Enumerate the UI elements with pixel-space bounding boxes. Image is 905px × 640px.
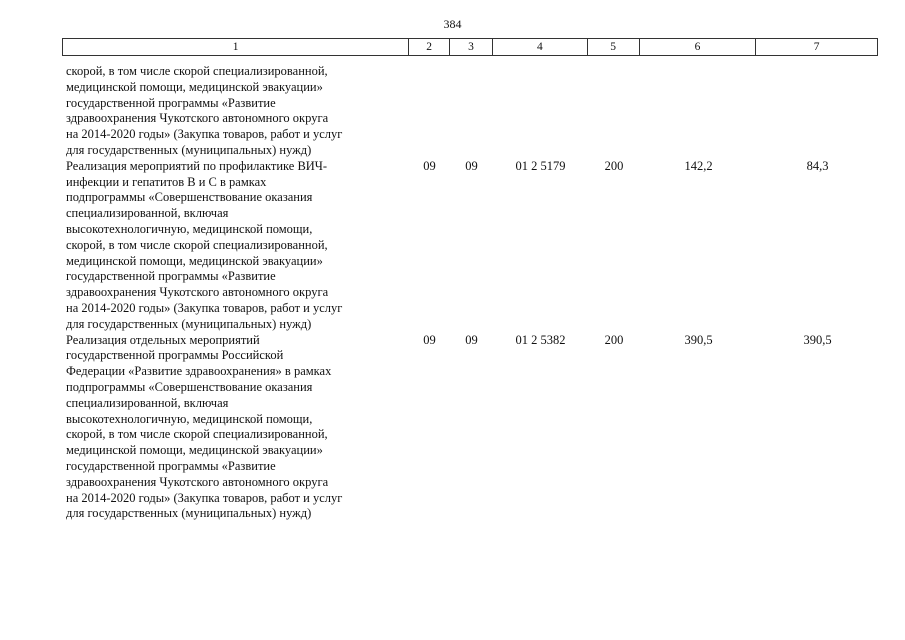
row-section: 09 <box>423 158 436 173</box>
header-col-6: 6 <box>640 39 757 55</box>
header-col-7: 7 <box>813 41 820 53</box>
header-col-2: 2 <box>409 39 450 55</box>
header-col-1: 1 <box>63 39 409 55</box>
table-header <box>62 38 878 56</box>
header-col-5: 5 <box>588 39 640 55</box>
row-subsection: 09 <box>465 332 478 347</box>
row-description: Реализация мероприятий по профилактике ВИЧ- инфекции и гепатитов B и C в рамках подпрограммы «Совершенствование оказания специализированной, включая высокотехнологичную, медицинской помощи, скорой, в том числе скорой специализированной, медицинской помощи, медицинской эвакуации» государственной программы «Развитие здравоохранения Чукотского автономного округа на 2014-2020 годы» (Закупка товаров, работ и услуг для государственных (муниципальных) нужд) <box>66 158 343 331</box>
row-amount-1: 142,2 <box>684 158 713 173</box>
row-description: Реализация отдельных мероприятий государственной программы Российской Федерации «Развитие здравоохранения» в рамках подпрограммы «Совершенствование оказания специализированной, включая высокотехнологичную, медицинской помощи, скорой, в том числе скорой специализированной, медицинской помощи, медицинской эвакуации» государственной программы «Развитие здравоохранения Чукотского автономного округа на 2014-2020 годы» (Закупка товаров, работ и услуг для государственных (муниципальных) нужд) <box>66 332 343 521</box>
row-target-article: 01 2 5179 <box>515 158 566 173</box>
header-col-4: 4 <box>493 39 588 55</box>
row-section: 09 <box>423 332 436 347</box>
row-description: скорой, в том числе скорой специализированной, медицинской помощи, медицинской эвакуации» государственной программы «Развитие здравоохранения Чукотского автономного округа на 2014-2020 годы» (Закупка товаров, работ и услуг для государственных (муниципальных) нужд) <box>66 64 343 157</box>
table-row <box>66 64 878 159</box>
row-subsection: 09 <box>465 158 478 173</box>
table-row <box>66 159 878 333</box>
table-body <box>66 64 878 522</box>
row-expense-type: 200 <box>604 158 624 173</box>
table-row <box>66 333 878 523</box>
row-expense-type: 200 <box>604 332 624 347</box>
header-col-3: 3 <box>450 39 493 55</box>
row-amount-2: 390,5 <box>803 332 832 347</box>
row-amount-1: 390,5 <box>684 332 713 347</box>
row-target-article: 01 2 5382 <box>515 332 566 347</box>
row-amount-2: 84,3 <box>806 158 829 173</box>
page-number: 384 <box>443 17 462 31</box>
